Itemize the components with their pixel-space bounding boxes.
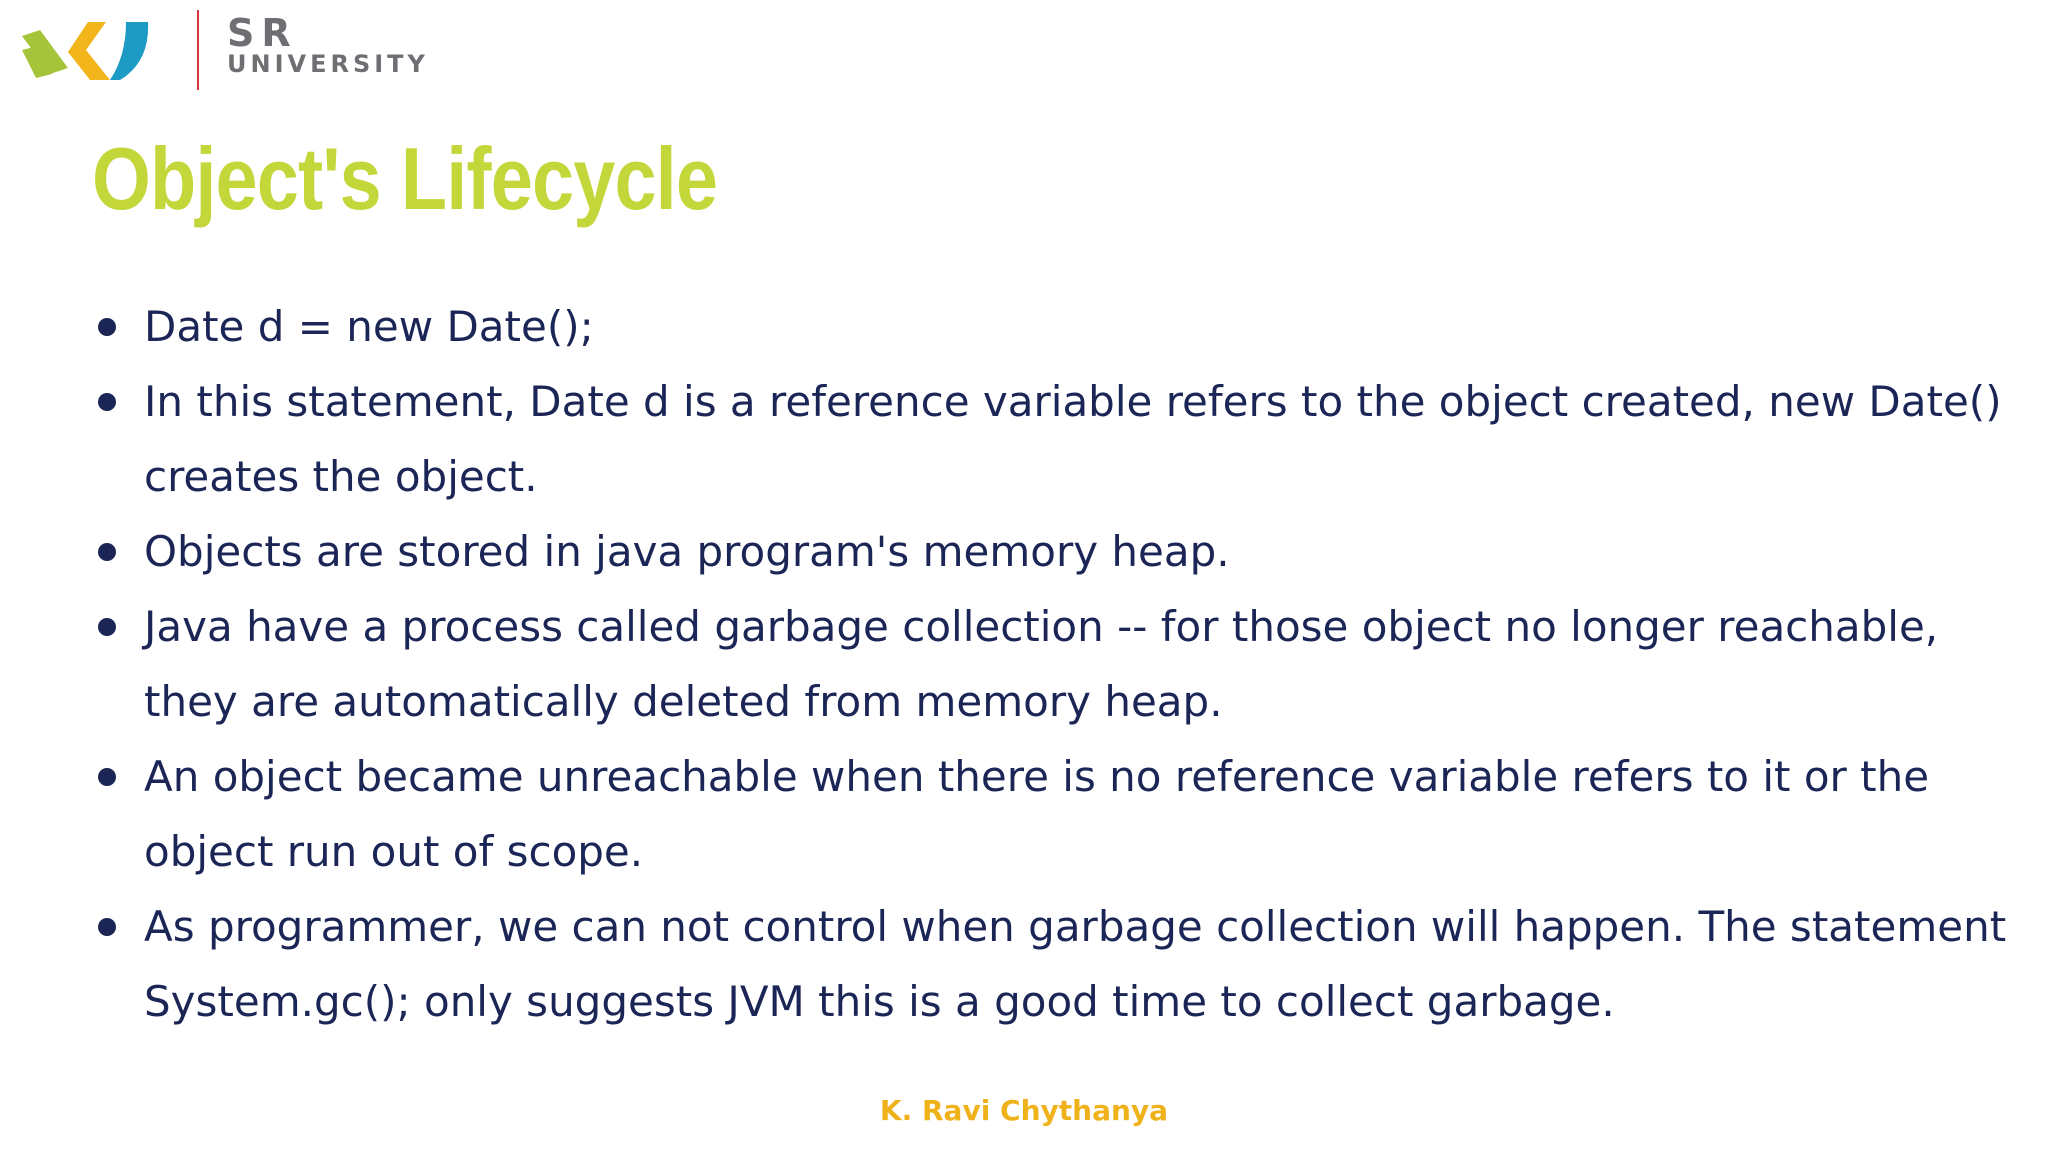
bullet-text: Java have a process called garbage collection -- for those object no longer reachable, they are automatically deleted from memory heap. [144,602,1939,726]
logo-divider [197,10,199,90]
bullet-dot-icon [98,393,116,411]
bullet-list [96,289,2007,1039]
bullet-item [96,364,2034,514]
bullet-dot-icon [98,543,116,561]
slide-title: Object's Lifecycle [92,129,718,228]
bullet-dot-icon [98,318,116,336]
brand-top: SR [227,11,298,55]
bullet-text: An object became unreachable when there is no reference variable refers to it or the object run out of scope. [144,752,1930,876]
bullet-text: In this statement, Date d is a reference variable refers to the object created, new Date() creates the object. [144,377,2002,501]
logo-blue-shape [110,22,148,80]
bullet-item [96,889,2034,1039]
logo-yellow-shape [68,22,110,80]
bullet-item [96,739,2034,889]
bullet-item [96,289,2034,364]
brand-bottom: UNIVERSITY [227,50,429,78]
bullet-dot-icon [98,768,116,786]
bullet-dot-icon [98,918,116,936]
bullet-text: Objects are stored in java program's memory heap. [144,527,1230,576]
bullet-text: As programmer, we can not control when garbage collection will happen. The statement System.gc(); only suggests JVM this is a good time to collect garbage. [144,902,2007,1026]
footer-author: K. Ravi Chythanya [879,1094,1169,1127]
brand-wordmark [227,11,429,78]
bullet-text: Date d = new Date(); [144,302,594,351]
bullet-item [96,589,2034,739]
bullet-dot-icon [98,618,116,636]
bullet-item [96,514,2034,589]
sr-university-logo-icon [22,22,178,80]
